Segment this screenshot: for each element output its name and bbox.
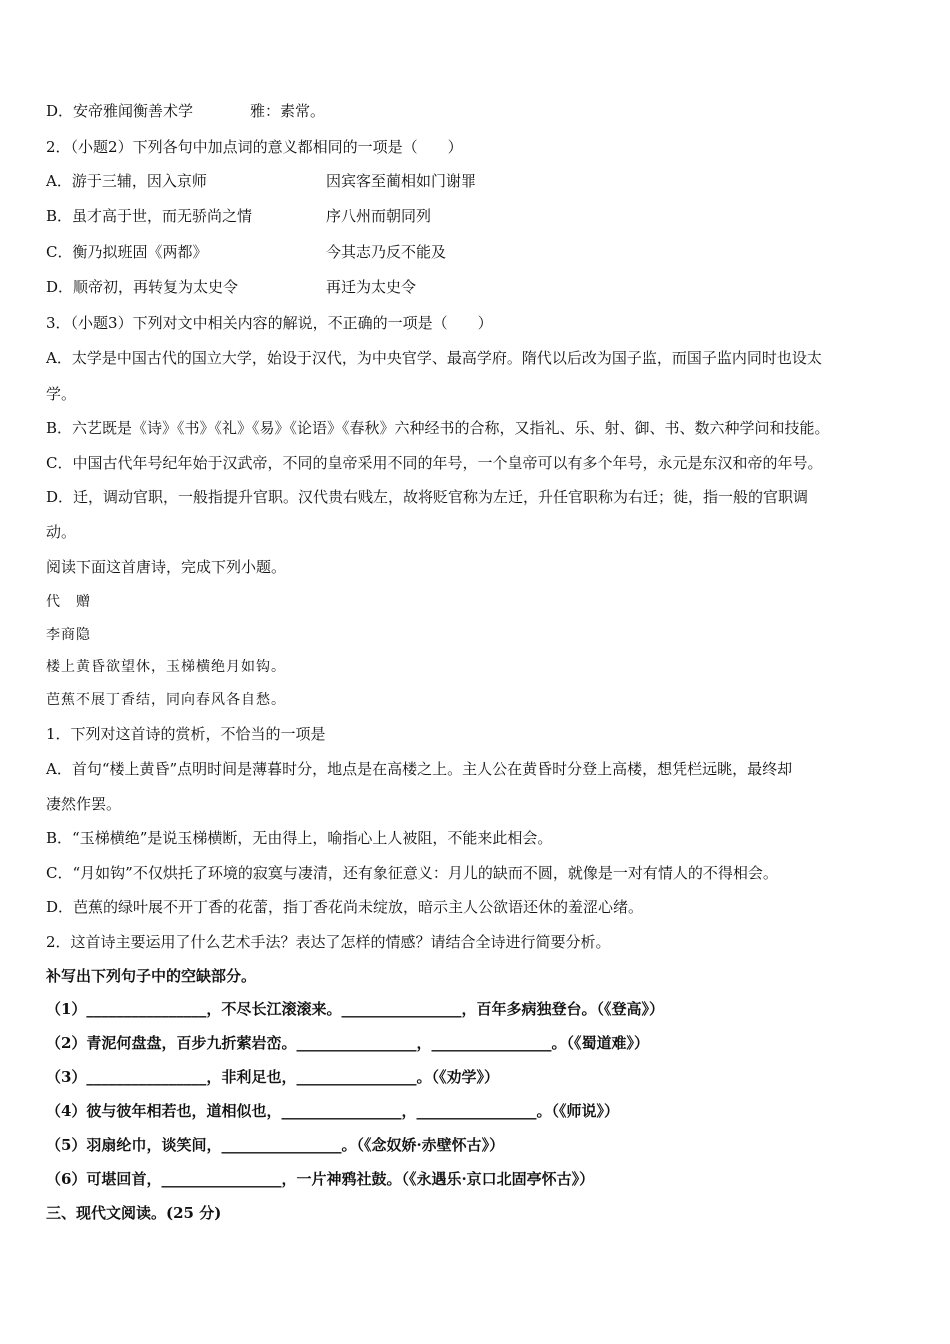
poem-line-1: 楼上黄昏欲望休，玉梯横绝月如钩。	[46, 659, 286, 675]
fill-item-6: （6）可堪回首，________________，一片神鸦社鼓。（《永遇乐·京口北固亭怀古》）	[46, 1170, 595, 1188]
fill-item-3: （3）________________，非利足也，________________。（《劝学》）	[46, 1068, 499, 1086]
option-right: 因宾客至蔺相如门谢罪	[326, 172, 477, 190]
poem-question-1-option-c: C．“月如钩”不仅烘托了环境的寂寞与凄清，还有象征意义：月儿的缺而不圆，就像是一对有情人的不得相会。	[46, 864, 778, 882]
question-3-stem: 3．（小题3）下列对文中相关内容的解说，不正确的一项是（ ）	[46, 314, 493, 332]
poem-question-2: 2．这首诗主要运用了什么艺术手法？表达了怎样的情感？请结合全诗进行简要分析。	[46, 933, 611, 951]
question-2-stem: 2．（小题2）下列各句中加点词的意义都相同的一项是（ ）	[46, 138, 463, 156]
option-left: B．虽才高于世，而无骄尚之情	[46, 207, 253, 225]
poem-question-1-option-a: A．首句“楼上黄昏”点明时间是薄暮时分，地点是在高楼之上。主人公在黄昏时分登上高楼，想凭栏远眺，最终却	[46, 760, 793, 778]
poem-intro: 阅读下面这首唐诗，完成下列小题。	[46, 558, 287, 576]
option-right: 雅：素常。	[250, 102, 326, 120]
question-3-option-c: C．中国古代年号纪年始于汉武帝，不同的皇帝采用不同的年号，一个皇帝可以有多个年号，永元是东汉和帝的年号。	[46, 454, 823, 472]
fill-item-5: （5）羽扇纶巾，谈笑间，________________。（《念奴娇·赤壁怀古》）	[46, 1136, 505, 1154]
option-left: C．衡乃拟班固《两都》	[46, 243, 208, 261]
fill-item-1: （1）________________，不尽长江滚滚来。________________，百年多病独登台。（《登高》）	[46, 1000, 664, 1018]
fill-item-2: （2）青泥何盘盘，百步九折萦岩峦。________________，________________。（《蜀道难》）	[46, 1034, 649, 1052]
poem-question-1-option-d: D．芭蕉的绿叶展不开丁香的花蕾，指丁香花尚未绽放，暗示主人公欲语还休的羞涩心绪。	[46, 898, 644, 916]
question-2-option-b	[46, 206, 432, 226]
question-2-option-a	[46, 171, 477, 191]
fill-heading: 补写出下列句子中的空缺部分。	[46, 967, 257, 985]
poem-author: 李商隐	[46, 627, 91, 643]
poem-title: 代 赠	[46, 594, 91, 610]
question-2-option-c	[46, 242, 447, 262]
question-3-option-d: D．迁，调动官职，一般指提升官职。汉代贵右贱左，故将贬官称为左迁，升任官职称为右迁；徙，指一般的官职调	[46, 488, 809, 506]
prev-question-option-d	[46, 101, 326, 121]
option-left: A．游于三辅，因入京师	[46, 172, 207, 190]
poem-question-1-stem: 1．下列对这首诗的赏析，不恰当的一项是	[46, 725, 326, 743]
poem-question-1-option-b: B．“玉梯横绝”是说玉梯横断，无由得上，喻指心上人被阻，不能来此相会。	[46, 829, 553, 847]
question-3-option-a-cont: 学。	[46, 385, 77, 403]
poem-question-1-option-a-cont: 凄然作罢。	[46, 795, 122, 813]
question-3-option-a: A．太学是中国古代的国立大学，始设于汉代，为中央官学、最高学府。隋代以后改为国子监，而国子监内同时也设太	[46, 349, 822, 367]
option-left: D．顺帝初，再转复为太史令	[46, 278, 239, 296]
question-2-option-d	[46, 277, 417, 297]
fill-item-4: （4）彼与彼年相若也，道相似也，________________，________________。（《师说》）	[46, 1102, 619, 1120]
poem-line-2: 芭蕉不展丁香结，同向春风各自愁。	[46, 692, 286, 708]
option-left: D．安帝雅闻衡善术学	[46, 102, 194, 120]
question-3-option-d-cont: 动。	[46, 523, 77, 541]
option-right: 今其志乃反不能及	[326, 243, 447, 261]
option-right: 再迁为太史令	[326, 278, 417, 296]
question-3-option-b: B．六艺既是《诗》《书》《礼》《易》《论语》《春秋》六种经书的合称，又指礼、乐、射、御、书、数六种学问和技能。	[46, 419, 830, 437]
option-right: 序八州而朝同列	[326, 207, 432, 225]
section-3-heading: 三、现代文阅读。(25 分)	[46, 1204, 222, 1222]
